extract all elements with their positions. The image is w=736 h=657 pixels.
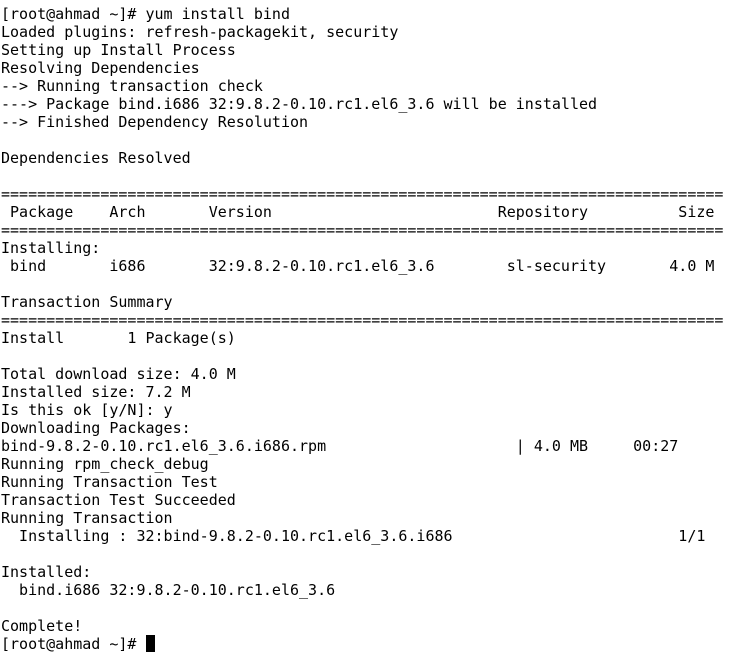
terminal-line: bind.i686 32:9.8.2-0.10.rc1.el6_3.6 [1, 581, 336, 599]
terminal-line: Installing : 32:bind-9.8.2-0.10.rc1.el6_3.6.i686 1/1 [1, 527, 706, 545]
terminal-line: Running rpm_check_debug [1, 455, 209, 473]
shell-prompt: [root@ahmad ~]# [1, 635, 146, 653]
terminal-line: Transaction Test Succeeded [1, 491, 236, 509]
terminal-line: bind i686 32:9.8.2-0.10.rc1.el6_3.6 sl-security 4.0 M [1, 257, 715, 275]
terminal-line: Resolving Dependencies [1, 59, 200, 77]
terminal-line: ================================================================================ [1, 311, 724, 329]
terminal-line: ================================================================================ [1, 221, 724, 239]
terminal-line: ================================================================================ [1, 185, 724, 203]
terminal-line: --> Finished Dependency Resolution [1, 113, 309, 131]
terminal-line [1, 347, 736, 365]
terminal-line: Running Transaction Test [1, 473, 218, 491]
terminal-line: Package Arch Version Repository Size [1, 203, 715, 221]
prompt-line[interactable] [1, 635, 736, 653]
terminal-output [1, 5, 736, 635]
terminal-line: Installed: [1, 563, 92, 581]
terminal-line: ---> Package bind.i686 32:9.8.2-0.10.rc1.el6_3.6 will be installed [1, 95, 598, 113]
terminal-line [1, 131, 736, 149]
terminal-line: Install 1 Package(s) [1, 329, 236, 347]
terminal-line: Total download size: 4.0 M [1, 365, 236, 383]
terminal-line [1, 275, 736, 293]
terminal-line: Setting up Install Process [1, 41, 236, 59]
terminal-line: Transaction Summary [1, 293, 173, 311]
terminal-line: bind-9.8.2-0.10.rc1.el6_3.6.i686.rpm | 4.0 MB 00:27 [1, 437, 679, 455]
terminal-line [1, 167, 736, 185]
terminal-line [1, 599, 736, 617]
terminal-line [1, 545, 736, 563]
terminal-line: Dependencies Resolved [1, 149, 191, 167]
terminal-line: Complete! [1, 617, 83, 635]
terminal-line: Downloading Packages: [1, 419, 191, 437]
terminal-line: Installed size: 7.2 M [1, 383, 191, 401]
terminal-line: Running Transaction [1, 509, 173, 527]
terminal-line: --> Running transaction check [1, 77, 263, 95]
terminal-line: Is this ok [y/N]: y [1, 401, 173, 419]
terminal-line: Loaded plugins: refresh-packagekit, security [1, 23, 399, 41]
terminal-line: Installing: [1, 239, 101, 257]
terminal-line: [root@ahmad ~]# yum install bind [1, 5, 290, 23]
text-cursor [146, 635, 155, 652]
